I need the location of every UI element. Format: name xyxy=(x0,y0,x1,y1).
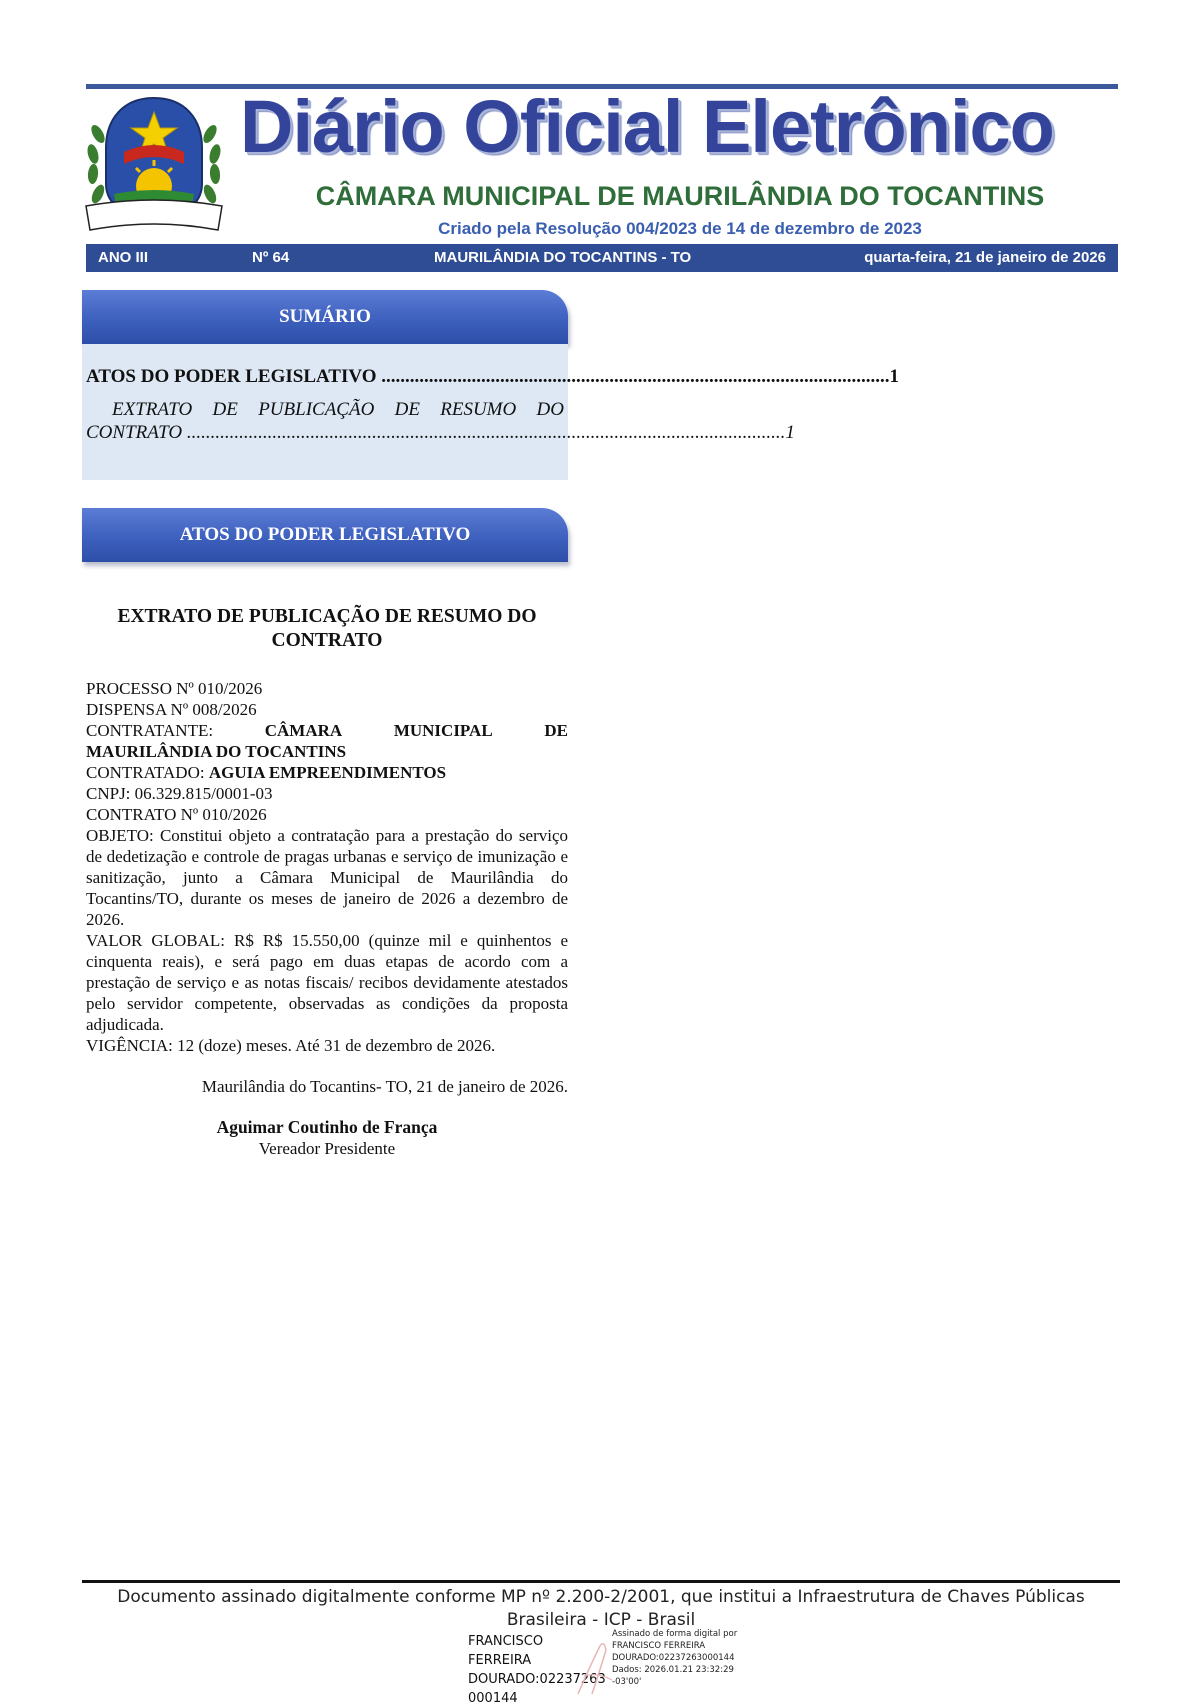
contratado-value: AGUIA EMPREENDIMENTOS xyxy=(208,763,447,782)
contract-extract-article xyxy=(86,605,568,1159)
valor-paragraph: VALOR GLOBAL: R$ R$ 15.550,00 (quinze mil e quinhentos e cinquenta reais), e será pago em duas etapas de acordo com a prestação de serviço e as notas fiscais/ recibos devidamente atestados pelo servidor competente, observadas as condições da proposta adjudicada. xyxy=(86,931,568,1034)
digital-signature-details xyxy=(612,1628,762,1688)
processo-line: PROCESSO Nº 010/2026 xyxy=(86,679,263,698)
contratado-label: CONTRATADO: xyxy=(86,763,205,782)
digital-signature-notice xyxy=(82,1586,1120,1632)
contratante-label: CONTRATANTE: xyxy=(86,721,214,740)
edition-city: MAURILÂNDIA DO TOCANTINS - TO xyxy=(434,249,692,266)
summary-leader-dots: ........................................................................................................... xyxy=(376,366,890,387)
contratado-line xyxy=(86,762,568,783)
footer-rule xyxy=(82,1580,1120,1583)
masthead-title: Diário Oficial Eletrônico xyxy=(240,85,1054,168)
summary-section-entry[interactable] xyxy=(86,366,899,388)
edition-date: quarta-feira, 21 de janeiro de 2026 xyxy=(864,249,1106,266)
signer-role: Vereador Presidente xyxy=(258,1139,396,1158)
digital-signer-line-1: FRANCISCO FERREIRA xyxy=(468,1634,544,1668)
vigencia-line: VIGÊNCIA: 12 (doze) meses. Até 31 de dezembro de 2026. xyxy=(86,1036,496,1055)
summary-entry-page: 1 xyxy=(785,422,795,443)
signature-detail-1: Assinado de forma digital por xyxy=(612,1629,738,1639)
contratante-word-1: CÂMARA xyxy=(264,721,343,740)
contratante-line xyxy=(86,720,568,741)
notice-line-2: Brasileira - ICP - Brasil xyxy=(506,1610,696,1630)
signature-detail-4: Dados: 2026.01.21 23:32:29 xyxy=(612,1665,734,1675)
chamber-coat-of-arms-logo xyxy=(84,94,224,236)
edition-year: ANO III xyxy=(98,249,149,266)
contrato-line: CONTRATO Nº 010/2026 xyxy=(86,805,267,824)
summary-section-page: 1 xyxy=(889,366,899,387)
edition-info-bar xyxy=(86,244,1118,272)
signature-detail-5: -03'00' xyxy=(612,1677,642,1687)
summary-box xyxy=(82,344,899,480)
summary-entry-label-end: CONTRATO xyxy=(86,422,183,443)
edition-number: Nº 64 xyxy=(252,249,290,266)
notice-line-1: Documento assinado digitalmente conforme MP nº 2.200-2/2001, que institui a Infraestrutura de Chaves Públicas xyxy=(117,1587,1085,1607)
cnpj-line: CNPJ: 06.329.815/0001-03 xyxy=(86,784,273,803)
signature-detail-3: DOURADO:02237263000144 xyxy=(612,1653,735,1663)
contratante-word-2: MUNICIPAL xyxy=(393,721,493,740)
digital-signer-line-2: DOURADO:02237263 xyxy=(468,1672,606,1687)
summary-tab: SUMÁRIO xyxy=(82,290,568,344)
creation-resolution: Criado pela Resolução 004/2023 de 14 de dezembro de 2023 xyxy=(438,219,922,238)
article-title: EXTRATO DE PUBLICAÇÃO DE RESUMO DO CONTRATO xyxy=(117,606,537,651)
legislative-acts-tab: ATOS DO PODER LEGISLATIVO xyxy=(82,508,568,562)
summary-entry-leader-dots: .............................................................................................................................. xyxy=(182,422,786,443)
chamber-name: CÂMARA MUNICIPAL DE MAURILÂNDIA DO TOCANTINS xyxy=(315,181,1045,211)
signature-detail-2: FRANCISCO FERREIRA xyxy=(612,1641,706,1651)
dispensa-line: DISPENSA Nº 008/2026 xyxy=(86,700,257,719)
signer-name: Aguimar Coutinho de França xyxy=(216,1117,438,1137)
summary-entry-line2[interactable] xyxy=(86,421,795,444)
digital-signer-line-3: 000144 xyxy=(468,1691,518,1706)
summary-entry-line1[interactable]: EXTRATO DE PUBLICAÇÃO DE RESUMO DO xyxy=(112,399,564,420)
summary-section-label: ATOS DO PODER LEGISLATIVO xyxy=(86,366,377,387)
place-and-date: Maurilândia do Tocantins- TO, 21 de janeiro de 2026. xyxy=(201,1077,568,1096)
contratante-name-line2: MAURILÂNDIA DO TOCANTINS xyxy=(86,742,347,761)
contratante-word-3: DE xyxy=(544,721,568,740)
objeto-paragraph: OBJETO: Constitui objeto a contratação para a prestação do serviço de dedetização e controle de pragas urbanas e serviço de imunização e sanitização, junto a Câmara Municipal de Maurilândia do Tocantins/TO, durante os meses de janeiro de 2026 a dezembro de 2026. xyxy=(86,826,568,929)
